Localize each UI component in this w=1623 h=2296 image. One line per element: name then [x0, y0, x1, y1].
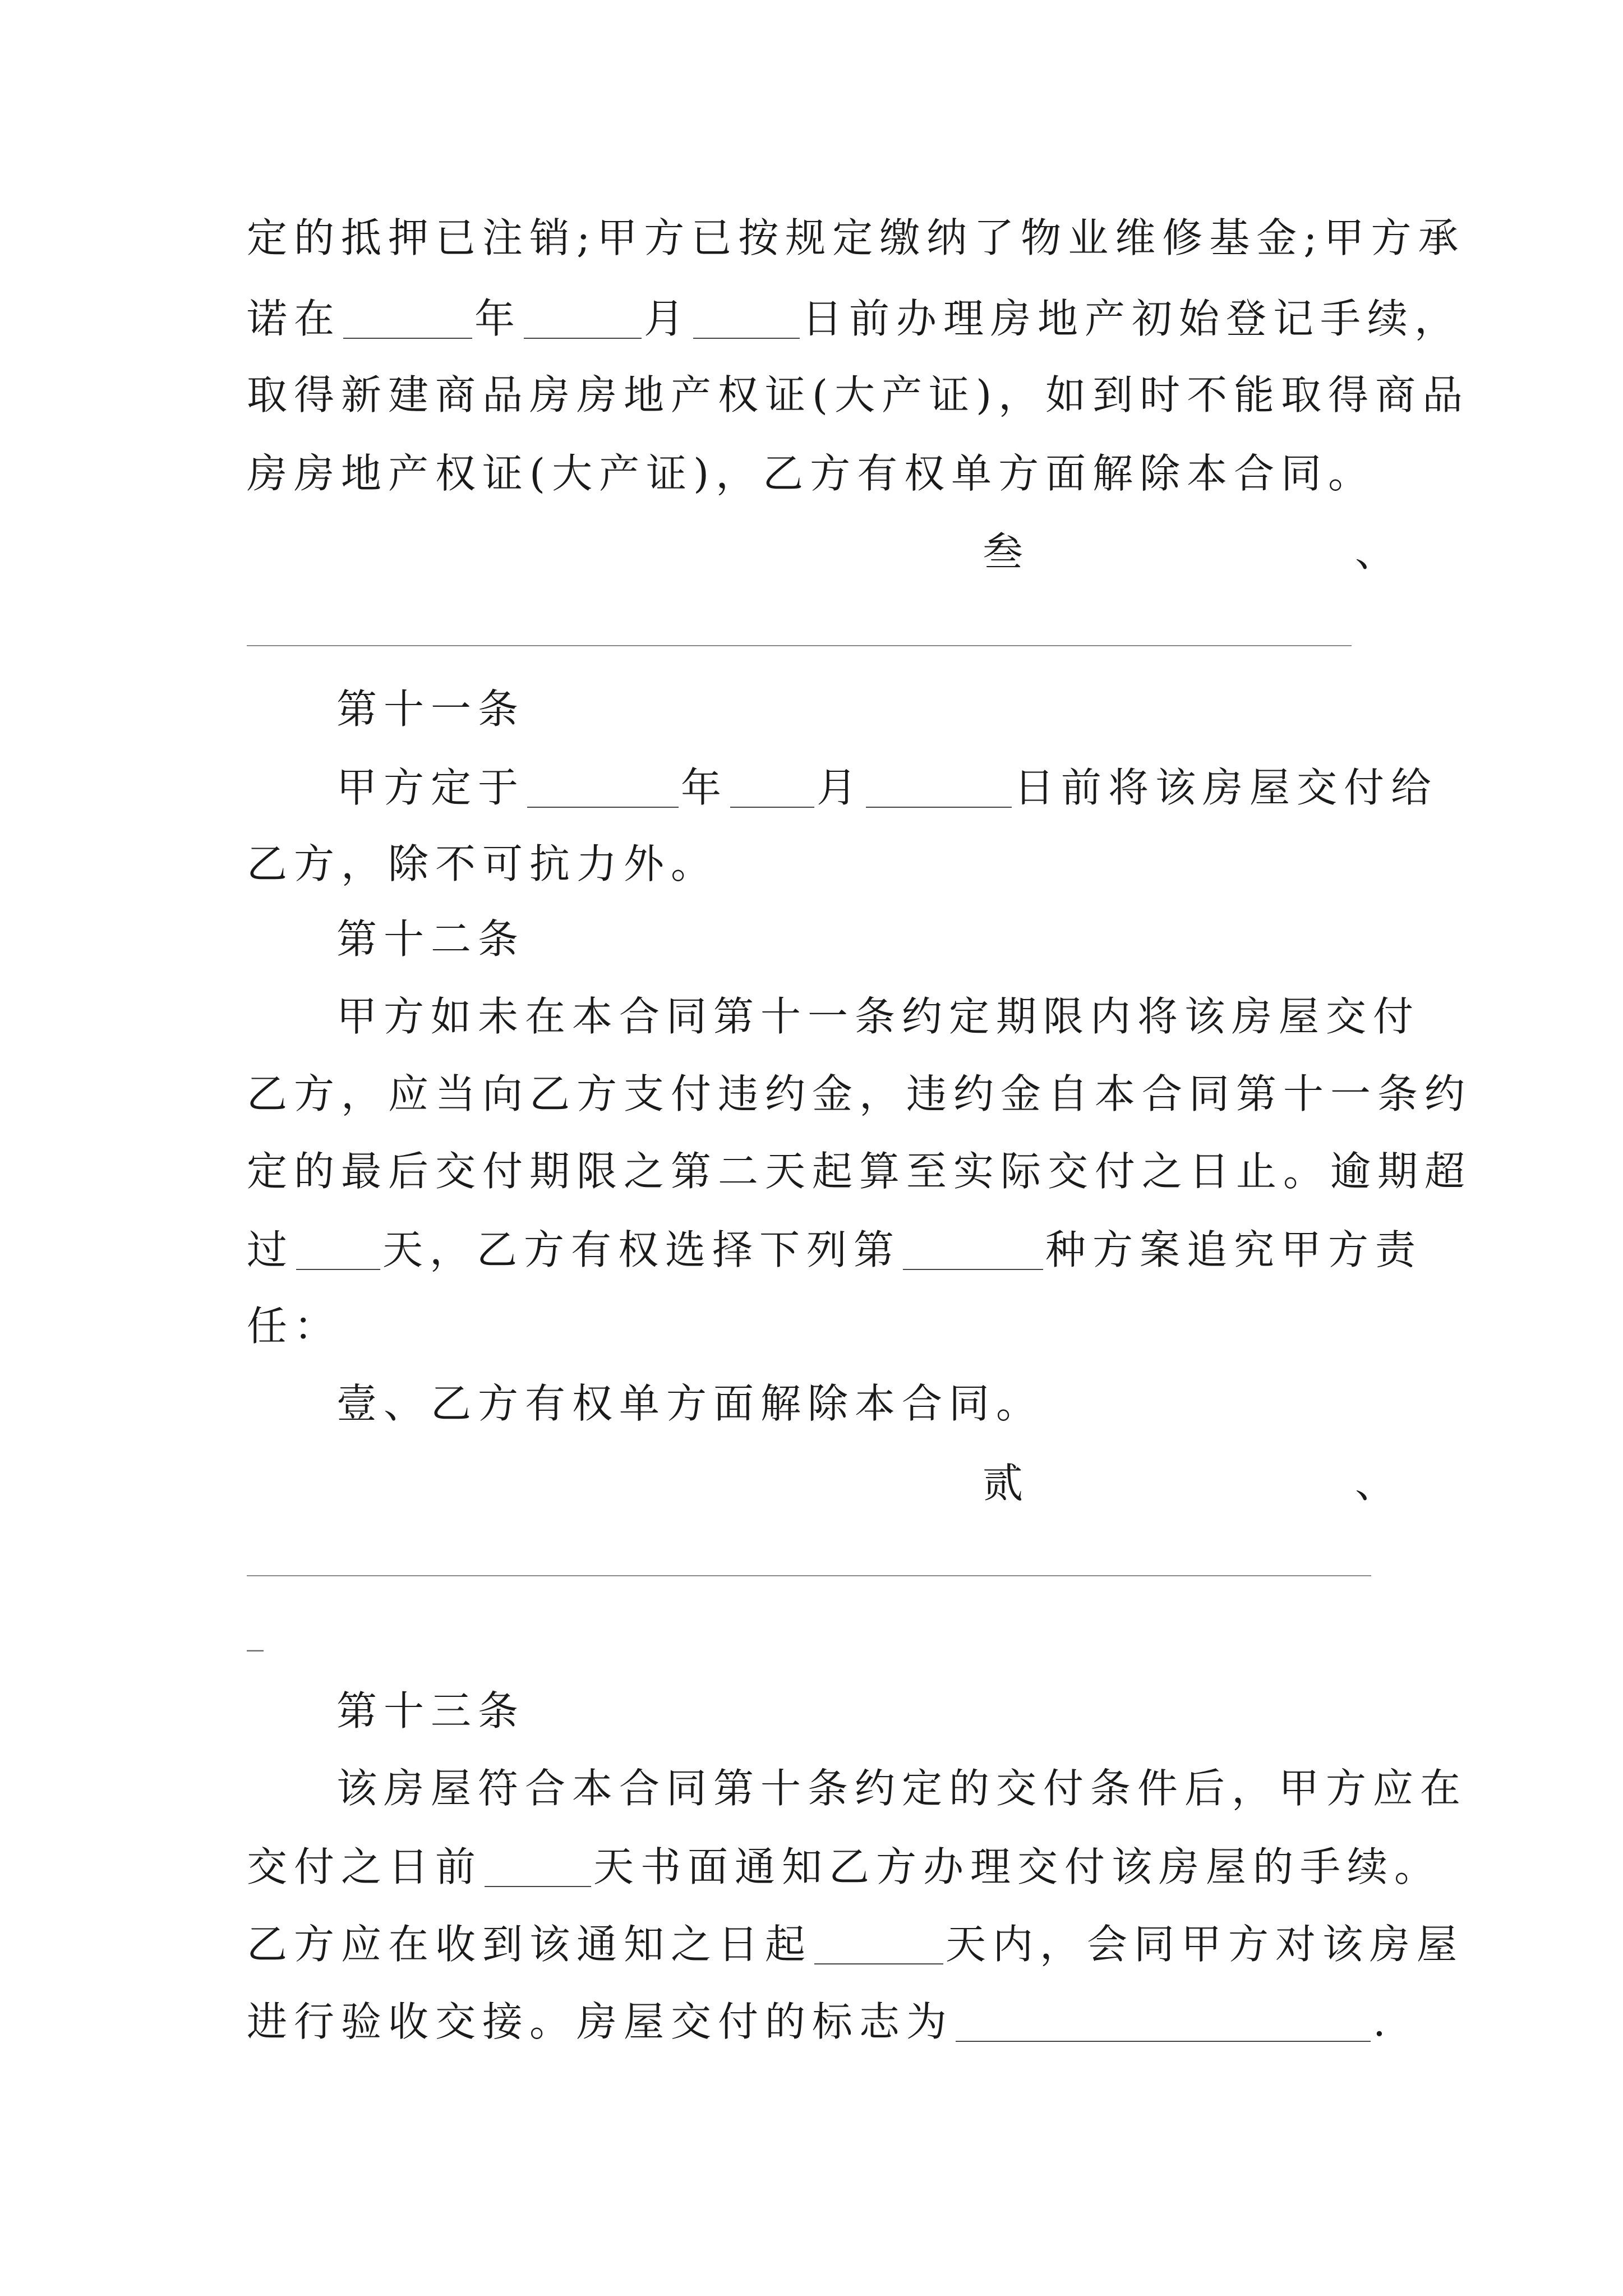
article-heading: 第十二条 — [336, 915, 525, 963]
blank-days — [485, 1846, 591, 1887]
trailing-dash: _ — [247, 1613, 264, 1652]
article-heading: 第十一条 — [336, 685, 525, 733]
text-segment: 天书面通知乙方办理交付该房屋的手续。 — [593, 1843, 1442, 1890]
paragraph-line: 定的抵押已注销;甲方已按规定缴纳了物业维修基金;甲方承 — [247, 214, 1465, 261]
blank-year — [343, 297, 472, 339]
option-mark: 、 — [1355, 528, 1396, 576]
paragraph-line — [336, 764, 1438, 811]
text-segment: 月 — [817, 764, 864, 811]
text-segment: 交付之日前 — [247, 1843, 483, 1890]
paragraph-line: 任： — [247, 1303, 342, 1350]
option-number: 贰 — [983, 1460, 1023, 1507]
blank-days — [814, 1923, 943, 1964]
fill-in-line — [247, 1575, 1371, 1576]
blank-delivery-sign — [956, 2000, 1371, 2042]
text-segment: 进行验收交接。房屋交付的标志为 — [247, 1998, 954, 2045]
blank-month — [730, 766, 814, 808]
text-segment: 甲方定于 — [336, 764, 525, 811]
text-segment: 过 — [247, 1226, 294, 1273]
paragraph-line: 该房屋符合本合同第十条约定的交付条件后，甲方应在 — [336, 1765, 1468, 1812]
paragraph-line: 乙方，除不可抗力外。 — [247, 840, 718, 887]
paragraph-line — [247, 1843, 1442, 1890]
paragraph-line — [247, 1998, 1393, 2045]
blank-year — [527, 766, 679, 808]
text-segment: 年 — [681, 764, 728, 811]
text-segment: 乙方应在收到该通知之日起 — [247, 1921, 813, 1968]
option-number: 叁 — [983, 528, 1023, 576]
text-segment: 月 — [644, 295, 691, 342]
option-line: 壹、乙方有权单方面解除本合同。 — [336, 1380, 1044, 1427]
text-segment: 日前将该房屋交付给 — [1014, 764, 1438, 811]
text-segment: . — [1373, 1998, 1393, 2045]
text-segment: 天内，会同甲方对该房屋 — [946, 1921, 1464, 1968]
blank-days — [296, 1228, 380, 1270]
article-heading: 第十三条 — [336, 1687, 525, 1734]
text-segment: 种方案追究甲方责 — [1045, 1226, 1423, 1273]
blank-day — [693, 297, 800, 339]
blank-day — [866, 766, 1012, 808]
paragraph-line: 甲方如未在本合同第十一条约定期限内将该房屋交付 — [336, 993, 1421, 1040]
paragraph-line — [247, 1226, 1423, 1273]
text-segment: 日前办理房地产初始登记手续， — [802, 295, 1462, 342]
paragraph-line: 房房地产权证(大产证)，乙方有权单方面解除本合同。 — [247, 450, 1376, 497]
paragraph-line — [247, 1921, 1464, 1968]
paragraph-line — [247, 295, 1462, 342]
paragraph-line: 定的最后交付期限之第二天起算至实际交付之日止。逾期超 — [247, 1148, 1472, 1195]
text-segment: 天，乙方有权选择下列第 — [382, 1226, 901, 1273]
fill-in-line — [247, 645, 1352, 646]
text-segment: 诺在 — [247, 295, 342, 342]
paragraph-line: 乙方，应当向乙方支付违约金，违约金自本合同第十一条约 — [247, 1070, 1472, 1117]
blank-option — [903, 1228, 1043, 1270]
option-mark: 、 — [1355, 1460, 1396, 1507]
blank-month — [524, 297, 642, 339]
paragraph-line: 取得新建商品房房地产权证(大产证)，如到时不能取得商品 — [247, 371, 1470, 418]
text-segment: 年 — [474, 295, 522, 342]
